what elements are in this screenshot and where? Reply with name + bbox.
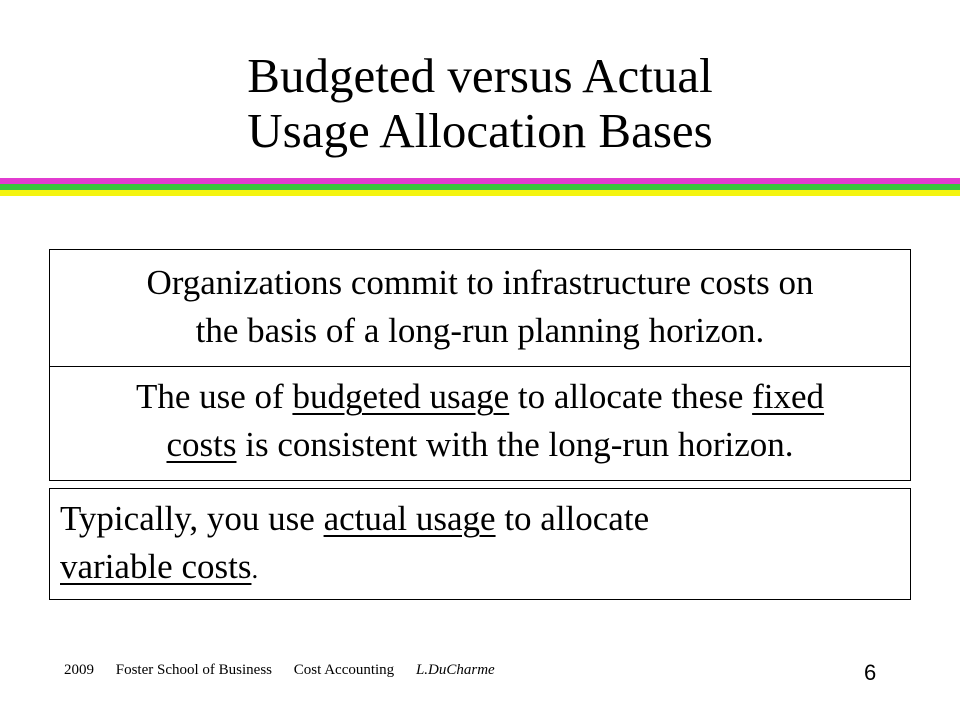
stripe-yellow — [0, 190, 960, 196]
title-line-1: Budgeted versus Actual — [247, 48, 713, 103]
footer-author: L.DuCharme — [415, 662, 495, 678]
footer-school: Foster School of Business — [115, 662, 273, 678]
slide-title — [0, 48, 960, 158]
textbox-infrastructure — [49, 249, 911, 367]
variable-costs-term: variable costs — [60, 547, 252, 586]
footer-course: Cost Accounting — [293, 662, 395, 678]
textbox-actual-usage — [49, 488, 911, 600]
box2-text-2: to allocate these — [509, 377, 753, 416]
page-number: 6 — [864, 660, 877, 685]
box3-line2 — [50, 543, 910, 593]
textbox-budgeted-usage — [49, 366, 911, 481]
box1-line1: Organizations commit to infrastructure costs on — [146, 263, 814, 302]
budgeted-usage-term: budgeted usage — [292, 377, 510, 416]
box2-text-3: is consistent with the long-run horizon. — [236, 425, 794, 464]
title-line-2: Usage Allocation Bases — [247, 103, 713, 158]
box1-line2: the basis of a long-run planning horizon. — [195, 311, 765, 350]
box3-period: . — [251, 554, 259, 584]
title-divider-stripes — [0, 178, 960, 196]
box2-text-1: The use of — [135, 377, 293, 416]
costs-term: costs — [166, 425, 237, 464]
fixed-term: fixed — [752, 377, 825, 416]
box3-line1 — [50, 489, 910, 543]
box2-line1 — [50, 367, 910, 421]
box2-line2 — [50, 421, 910, 469]
footer-year: 2009 — [64, 662, 94, 678]
actual-usage-term: actual usage — [323, 499, 496, 538]
slide-footer — [64, 662, 513, 679]
box3-text-2: to allocate — [495, 499, 650, 538]
box3-text-1: Typically, you use — [60, 499, 324, 538]
